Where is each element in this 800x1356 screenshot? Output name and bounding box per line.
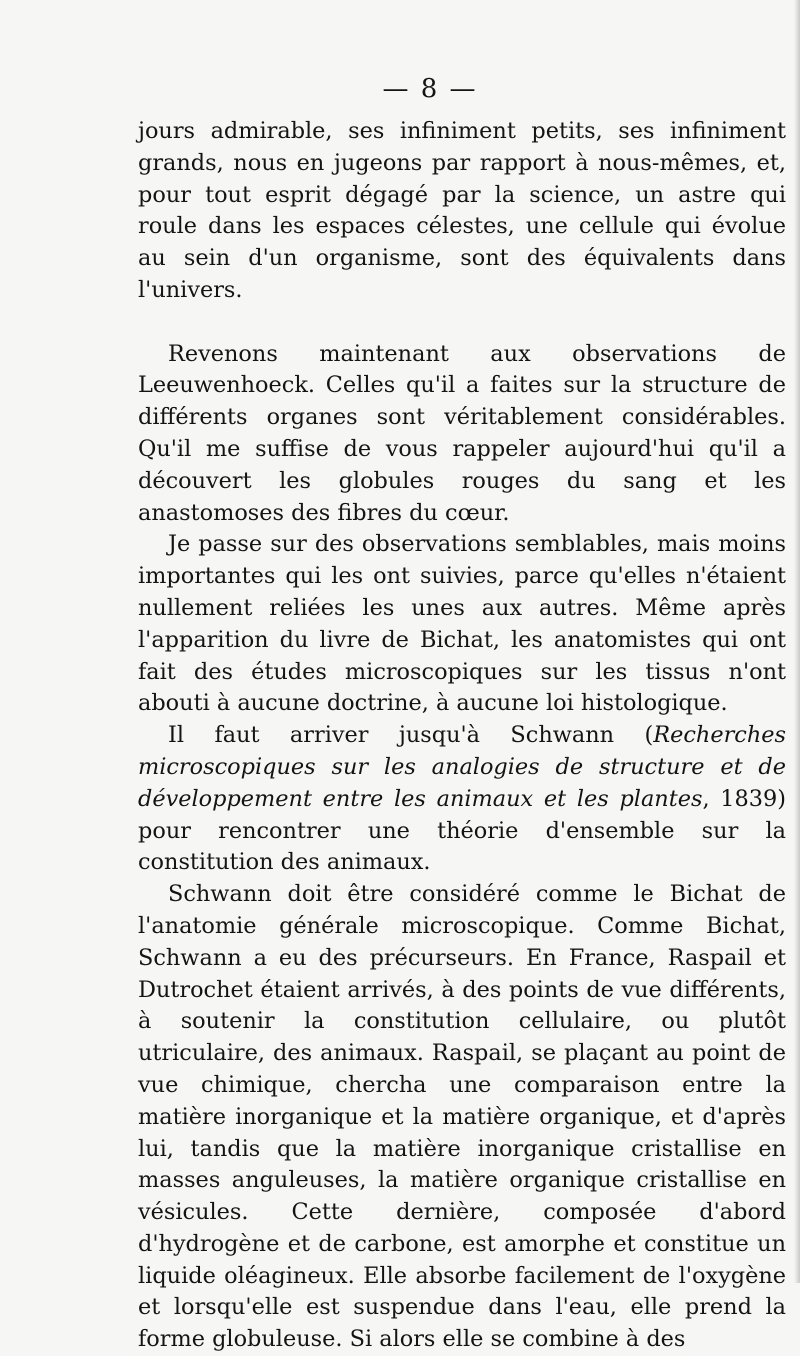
paragraph-schwann-intro <box>138 720 786 879</box>
paragraph-leeuwenhoeck: Revenons maintenant aux observations de Leeuwenhoeck. Celles qu'il a faites sur la structure de différents organes sont véritablement considérables. Qu'il me suffise de vous rappeler aujourd'hui qu'il a découvert les globules rouges du sang et les anastomoses des fibres du cœur. <box>138 340 786 526</box>
paragraph-schwann-intro-after: , 1839) pour rencontrer une théorie d'ensemble sur la constitution des animaux. <box>138 785 786 876</box>
paragraph-schwann-bichat: Schwann doit être considéré comme le Bichat de l'anatomie générale microscopique. Comme Bichat, Schwann a eu des précurseurs. En France, Raspail et Dutrochet étaient arrivés, à des points de vue différents, à soutenir la constitution cellulaire, ou plutôt utriculaire, des animaux. Raspail, se plaçant au point de vue chimique, chercha une comparaison entre la matière inorganique et la matière organique, et d'après lui, tandis que la matière inorganique cristallise en masses anguleuses, la matière organique cristallise en vésicules. Cette dernière, composée d'abord d'hydrogène et de carbone, est amorphe et constitue un liquide oléagineux. Elle absorbe facilement de l'oxygène et lorsqu'elle est suspendue dans l'eau, elle prend la forme globuleuse. Si alors elle se combine à des <box>138 881 786 1353</box>
page-number: — 8 — <box>382 74 478 104</box>
page-text <box>138 116 786 1356</box>
paragraph-observations: Je passe sur des observations semblables, mais moins importantes qui les ont suivies, parce qu'elles n'étaient nullement reliées les unes aux autres. Même après l'apparition du livre de Bichat, les anatomistes qui ont fait des études microscopiques sur les tissus n'ont abouti à aucune doctrine, à aucune loi histologique. <box>138 531 786 717</box>
book-title: Recherches microscopiques sur les analogies de structure et de développement entre les animaux et les plantes <box>138 722 786 812</box>
page-edge-shadow <box>794 0 800 1283</box>
paragraph-continuation: jours admirable, ses infiniment petits, ses infiniment grands, nous en jugeons par rapport à nous-mêmes, et, pour tout esprit dégagé par la science, un astre qui roule dans les espaces célestes, une cellule qui évolue au sein d'un organisme, sont des équivalents dans l'univers. <box>138 118 786 303</box>
paragraph-schwann-intro-before: Il faut arriver jusqu'à Schwann ( <box>168 722 654 749</box>
